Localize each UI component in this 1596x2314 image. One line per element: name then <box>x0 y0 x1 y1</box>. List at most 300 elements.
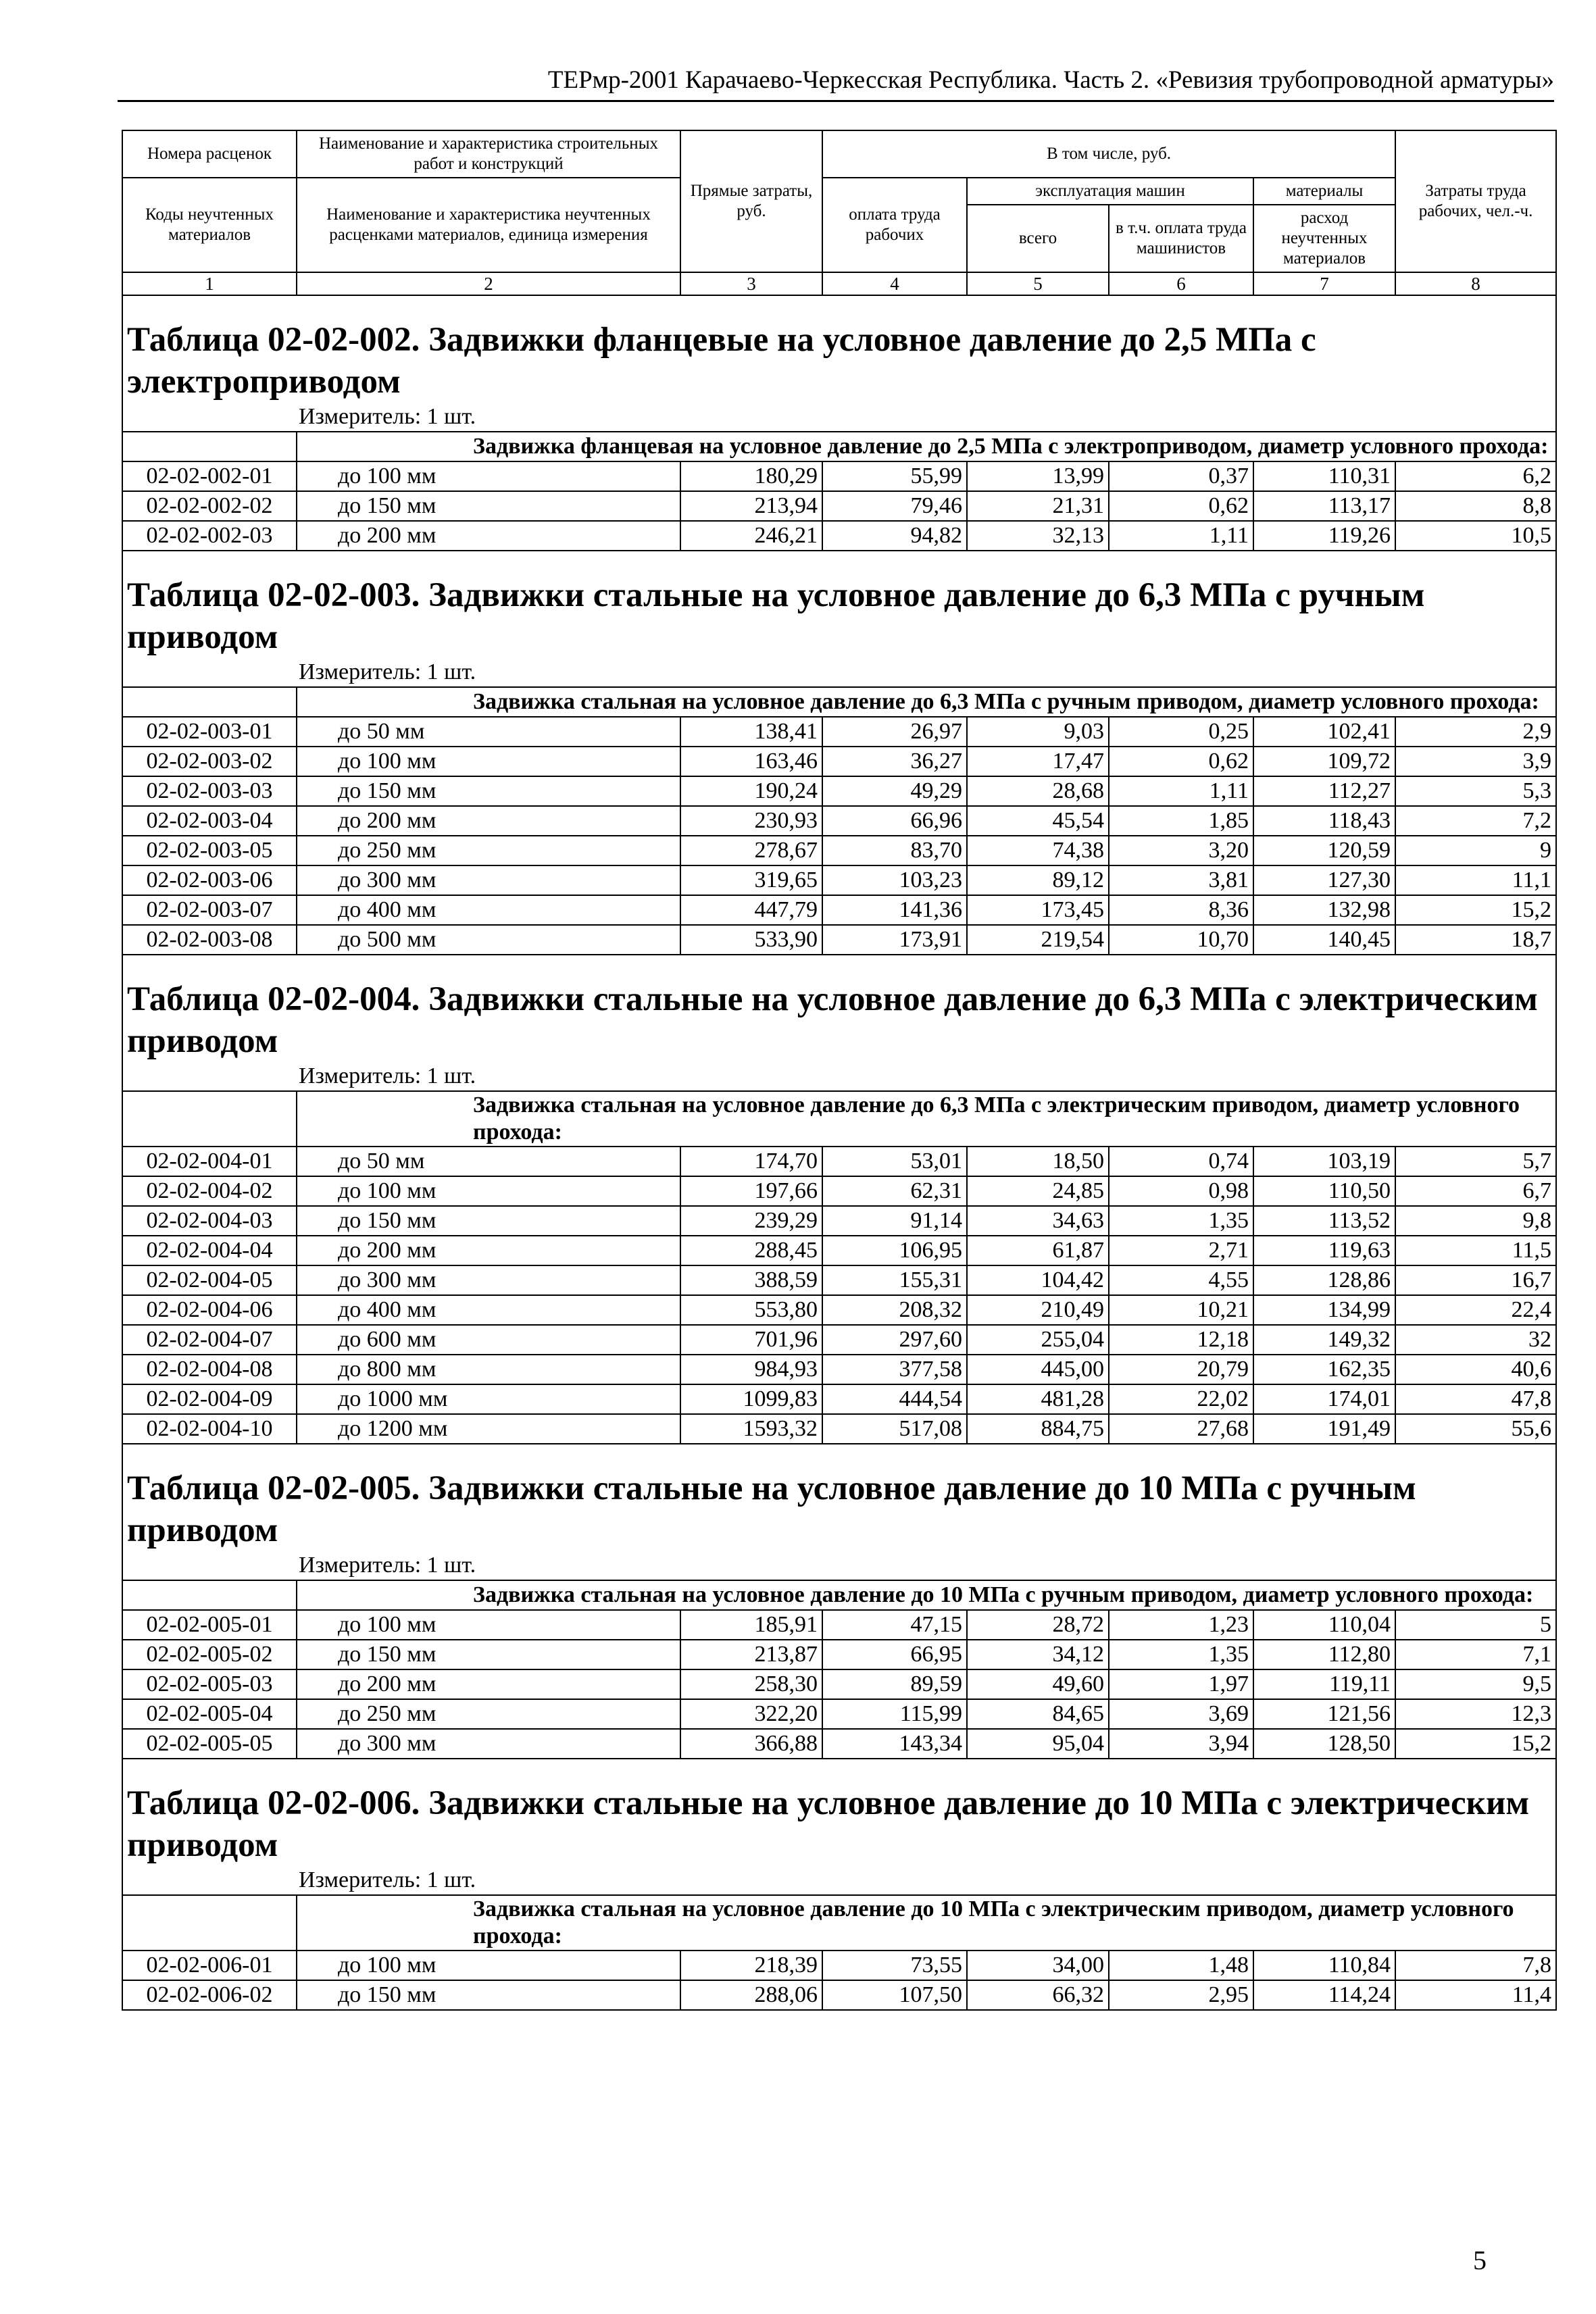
work-name: до 100 мм <box>297 1176 680 1206</box>
labor-hours: 5,3 <box>1395 776 1556 806</box>
rate-code: 02-02-005-02 <box>122 1640 297 1669</box>
operator-wages: 1,97 <box>1109 1669 1253 1699</box>
table-row <box>122 1980 1556 2010</box>
machines-total: 89,12 <box>967 865 1109 895</box>
labor-hours: 11,4 <box>1395 1980 1556 2010</box>
work-name: до 250 мм <box>297 836 680 865</box>
section-title <box>122 1777 1556 1866</box>
table-row <box>122 1206 1556 1236</box>
rate-code: 02-02-004-03 <box>122 1206 297 1236</box>
labor-hours: 7,8 <box>1395 1951 1556 1980</box>
rate-code: 02-02-002-03 <box>122 521 297 551</box>
machines-total: 884,75 <box>967 1414 1109 1444</box>
operator-wages: 1,23 <box>1109 1610 1253 1640</box>
labor-hours: 22,4 <box>1395 1295 1556 1325</box>
section-title <box>122 973 1556 1062</box>
machines-total: 49,60 <box>967 1669 1109 1699</box>
direct-costs: 239,29 <box>680 1206 822 1236</box>
operator-wages: 1,35 <box>1109 1640 1253 1669</box>
section-title-row <box>122 569 1556 658</box>
operator-wages: 3,81 <box>1109 865 1253 895</box>
table-row <box>122 895 1556 925</box>
labor-hours: 16,7 <box>1395 1265 1556 1295</box>
operator-wages: 0,62 <box>1109 491 1253 521</box>
labor-hours: 5,7 <box>1395 1147 1556 1176</box>
machines-total: 32,13 <box>967 521 1109 551</box>
direct-costs: 322,20 <box>680 1699 822 1729</box>
operator-wages: 10,70 <box>1109 925 1253 955</box>
spacer-cell <box>122 1759 1556 1777</box>
table-row <box>122 836 1556 865</box>
work-name: до 150 мм <box>297 1640 680 1669</box>
table-row <box>122 1236 1556 1265</box>
machines-total: 17,47 <box>967 747 1109 776</box>
table-row <box>122 717 1556 747</box>
direct-costs: 533,90 <box>680 925 822 955</box>
section-caption: Задвижка стальная на условное давление до 6,3 МПа с ручным приводом, диаметр условного прохода: <box>297 687 1556 717</box>
worker-wages: 55,99 <box>822 461 967 491</box>
table-row <box>122 1951 1556 1980</box>
spacer-cell <box>122 1444 1556 1462</box>
work-name: до 50 мм <box>297 717 680 747</box>
header-row-top <box>122 130 1556 178</box>
operator-wages: 4,55 <box>1109 1265 1253 1295</box>
machines-total: 219,54 <box>967 925 1109 955</box>
rate-code: 02-02-004-07 <box>122 1325 297 1355</box>
worker-wages: 83,70 <box>822 836 967 865</box>
labor-hours: 2,9 <box>1395 717 1556 747</box>
material-use: 113,17 <box>1253 491 1395 521</box>
rate-code: 02-02-003-01 <box>122 717 297 747</box>
labor-hours: 8,8 <box>1395 491 1556 521</box>
measure-row <box>122 658 1556 687</box>
caption-left <box>122 432 297 461</box>
rate-code: 02-02-003-07 <box>122 895 297 925</box>
col-header-rate-number: Номера расценок <box>122 130 297 178</box>
machines-total: 28,68 <box>967 776 1109 806</box>
direct-costs: 1593,32 <box>680 1414 822 1444</box>
work-name: до 100 мм <box>297 1951 680 1980</box>
machines-total: 34,12 <box>967 1640 1109 1669</box>
rate-code: 02-02-006-02 <box>122 1980 297 2010</box>
measure-unit: Измеритель: 1 шт. <box>122 403 1556 432</box>
labor-hours: 7,1 <box>1395 1640 1556 1669</box>
labor-hours: 11,5 <box>1395 1236 1556 1265</box>
col-header-worker-wages: оплата труда рабочих <box>822 178 967 272</box>
direct-costs: 447,79 <box>680 895 822 925</box>
section-caption: Задвижка фланцевая на условное давление до 2,5 МПа с электроприводом, диаметр условного прохода: <box>297 432 1556 461</box>
column-number: 3 <box>680 272 822 295</box>
material-use: 134,99 <box>1253 1295 1395 1325</box>
direct-costs: 1099,83 <box>680 1384 822 1414</box>
caption-left <box>122 1091 297 1147</box>
labor-hours: 32 <box>1395 1325 1556 1355</box>
direct-costs: 218,39 <box>680 1951 822 1980</box>
work-name: до 100 мм <box>297 1610 680 1640</box>
direct-costs: 984,93 <box>680 1355 822 1384</box>
operator-wages: 22,02 <box>1109 1384 1253 1414</box>
column-number: 2 <box>297 272 680 295</box>
operator-wages: 0,74 <box>1109 1147 1253 1176</box>
work-name: до 600 мм <box>297 1325 680 1355</box>
rate-code: 02-02-003-06 <box>122 865 297 895</box>
direct-costs: 190,24 <box>680 776 822 806</box>
operator-wages: 0,25 <box>1109 717 1253 747</box>
operator-wages: 10,21 <box>1109 1295 1253 1325</box>
measure-unit: Измеритель: 1 шт. <box>122 658 1556 687</box>
material-use: 112,80 <box>1253 1640 1395 1669</box>
rate-code: 02-02-004-09 <box>122 1384 297 1414</box>
operator-wages: 3,94 <box>1109 1729 1253 1759</box>
section-caption: Задвижка стальная на условное давление до 6,3 МПа с электрическим приводом, диаметр условного прохода: <box>297 1091 1556 1147</box>
caption-left <box>122 1580 297 1610</box>
table-row <box>122 1355 1556 1384</box>
rate-code: 02-02-003-05 <box>122 836 297 865</box>
worker-wages: 91,14 <box>822 1206 967 1236</box>
rate-code: 02-02-004-04 <box>122 1236 297 1265</box>
labor-hours: 18,7 <box>1395 925 1556 955</box>
direct-costs: 213,87 <box>680 1640 822 1669</box>
material-use: 103,19 <box>1253 1147 1395 1176</box>
labor-hours: 55,6 <box>1395 1414 1556 1444</box>
table-row <box>122 1640 1556 1669</box>
material-use: 174,01 <box>1253 1384 1395 1414</box>
labor-hours: 9,8 <box>1395 1206 1556 1236</box>
operator-wages: 3,69 <box>1109 1699 1253 1729</box>
direct-costs: 185,91 <box>680 1610 822 1640</box>
rate-code: 02-02-003-02 <box>122 747 297 776</box>
rate-code: 02-02-004-10 <box>122 1414 297 1444</box>
worker-wages: 89,59 <box>822 1669 967 1699</box>
material-use: 128,50 <box>1253 1729 1395 1759</box>
column-number-row <box>122 272 1556 295</box>
machines-total: 61,87 <box>967 1236 1109 1265</box>
material-use: 114,24 <box>1253 1980 1395 2010</box>
operator-wages: 8,36 <box>1109 895 1253 925</box>
work-name: до 150 мм <box>297 1980 680 2010</box>
worker-wages: 79,46 <box>822 491 967 521</box>
worker-wages: 73,55 <box>822 1951 967 1980</box>
operator-wages: 1,48 <box>1109 1951 1253 1980</box>
material-use: 112,27 <box>1253 776 1395 806</box>
table-row <box>122 776 1556 806</box>
worker-wages: 26,97 <box>822 717 967 747</box>
material-use: 113,52 <box>1253 1206 1395 1236</box>
col-header-operator-wages: в т.ч. оплата труда машинистов <box>1109 205 1253 272</box>
caption-row <box>122 1091 1556 1147</box>
worker-wages: 141,36 <box>822 895 967 925</box>
column-number: 4 <box>822 272 967 295</box>
section-spacer <box>122 1759 1556 1777</box>
section-title-row <box>122 973 1556 1062</box>
material-use: 149,32 <box>1253 1325 1395 1355</box>
material-use: 119,11 <box>1253 1669 1395 1699</box>
section-spacer <box>122 955 1556 973</box>
rate-code: 02-02-005-01 <box>122 1610 297 1640</box>
rate-code: 02-02-004-02 <box>122 1176 297 1206</box>
worker-wages: 106,95 <box>822 1236 967 1265</box>
direct-costs: 258,30 <box>680 1669 822 1699</box>
operator-wages: 1,35 <box>1109 1206 1253 1236</box>
section-title <box>122 1462 1556 1551</box>
labor-hours: 12,3 <box>1395 1699 1556 1729</box>
caption-row <box>122 1895 1556 1951</box>
material-use: 162,35 <box>1253 1355 1395 1384</box>
section-title-row <box>122 1777 1556 1866</box>
worker-wages: 103,23 <box>822 865 967 895</box>
operator-wages: 1,85 <box>1109 806 1253 836</box>
table-row <box>122 747 1556 776</box>
material-use: 119,63 <box>1253 1236 1395 1265</box>
worker-wages: 143,34 <box>822 1729 967 1759</box>
material-use: 102,41 <box>1253 717 1395 747</box>
table-row <box>122 1325 1556 1355</box>
labor-hours: 5 <box>1395 1610 1556 1640</box>
worker-wages: 62,31 <box>822 1176 967 1206</box>
work-name: до 100 мм <box>297 747 680 776</box>
direct-costs: 230,93 <box>680 806 822 836</box>
machines-total: 84,65 <box>967 1699 1109 1729</box>
running-header <box>118 65 1554 102</box>
work-name: до 300 мм <box>297 1265 680 1295</box>
material-use: 132,98 <box>1253 895 1395 925</box>
col-header-machines-total: всего <box>967 205 1109 272</box>
measure-row <box>122 403 1556 432</box>
material-use: 120,59 <box>1253 836 1395 865</box>
direct-costs: 213,94 <box>680 491 822 521</box>
material-use: 140,45 <box>1253 925 1395 955</box>
table-row <box>122 1729 1556 1759</box>
operator-wages: 0,98 <box>1109 1176 1253 1206</box>
worker-wages: 66,95 <box>822 1640 967 1669</box>
labor-hours: 15,2 <box>1395 895 1556 925</box>
table-row <box>122 491 1556 521</box>
caption-left <box>122 687 297 717</box>
work-name: до 1200 мм <box>297 1414 680 1444</box>
material-use: 119,26 <box>1253 521 1395 551</box>
section-spacer <box>122 551 1556 569</box>
work-name: до 300 мм <box>297 865 680 895</box>
direct-costs: 163,46 <box>680 747 822 776</box>
machines-total: 28,72 <box>967 1610 1109 1640</box>
labor-hours: 15,2 <box>1395 1729 1556 1759</box>
work-name: до 150 мм <box>297 1206 680 1236</box>
measure-row <box>122 1866 1556 1895</box>
direct-costs: 701,96 <box>680 1325 822 1355</box>
operator-wages: 12,18 <box>1109 1325 1253 1355</box>
worker-wages: 115,99 <box>822 1699 967 1729</box>
labor-hours: 7,2 <box>1395 806 1556 836</box>
worker-wages: 517,08 <box>822 1414 967 1444</box>
work-name: до 200 мм <box>297 806 680 836</box>
measure-unit: Измеритель: 1 шт. <box>122 1062 1556 1091</box>
measure-row <box>122 1062 1556 1091</box>
operator-wages: 0,62 <box>1109 747 1253 776</box>
rate-code: 02-02-006-01 <box>122 1951 297 1980</box>
operator-wages: 0,37 <box>1109 461 1253 491</box>
section-spacer <box>122 1444 1556 1462</box>
work-name: до 800 мм <box>297 1355 680 1384</box>
work-name: до 200 мм <box>297 1236 680 1265</box>
worker-wages: 36,27 <box>822 747 967 776</box>
col-header-labor: Затраты труда рабочих, чел.-ч. <box>1395 130 1556 272</box>
operator-wages: 3,20 <box>1109 836 1253 865</box>
table-row <box>122 1699 1556 1729</box>
worker-wages: 47,15 <box>822 1610 967 1640</box>
machines-total: 45,54 <box>967 806 1109 836</box>
col-header-machines: эксплуатация машин <box>967 178 1253 205</box>
material-use: 118,43 <box>1253 806 1395 836</box>
rate-code: 02-02-005-04 <box>122 1699 297 1729</box>
rate-code: 02-02-002-02 <box>122 491 297 521</box>
material-use: 191,49 <box>1253 1414 1395 1444</box>
material-use: 127,30 <box>1253 865 1395 895</box>
labor-hours: 9 <box>1395 836 1556 865</box>
work-name: до 50 мм <box>297 1147 680 1176</box>
machines-total: 66,32 <box>967 1980 1109 2010</box>
table-row <box>122 1414 1556 1444</box>
rate-code: 02-02-002-01 <box>122 461 297 491</box>
table-row <box>122 521 1556 551</box>
machines-total: 481,28 <box>967 1384 1109 1414</box>
work-name: до 500 мм <box>297 925 680 955</box>
table-row <box>122 865 1556 895</box>
header-row-middle <box>122 178 1556 205</box>
labor-hours: 9,5 <box>1395 1669 1556 1699</box>
machines-total: 104,42 <box>967 1265 1109 1295</box>
machines-total: 9,03 <box>967 717 1109 747</box>
material-use: 110,50 <box>1253 1176 1395 1206</box>
machines-total: 24,85 <box>967 1176 1109 1206</box>
caption-left <box>122 1895 297 1951</box>
caption-row <box>122 432 1556 461</box>
material-use: 109,72 <box>1253 747 1395 776</box>
table-row <box>122 1384 1556 1414</box>
labor-hours: 10,5 <box>1395 521 1556 551</box>
direct-costs: 197,66 <box>680 1176 822 1206</box>
table-title: Таблица 02-02-004. Задвижки стальные на условное давление до 6,3 МПа с электрическим приводом <box>127 980 1538 1060</box>
direct-costs: 246,21 <box>680 521 822 551</box>
measure-row <box>122 1551 1556 1580</box>
machines-total: 173,45 <box>967 895 1109 925</box>
table-row <box>122 1669 1556 1699</box>
rate-code: 02-02-004-01 <box>122 1147 297 1176</box>
rate-code: 02-02-005-03 <box>122 1669 297 1699</box>
caption-row <box>122 1580 1556 1610</box>
column-number: 1 <box>122 272 297 295</box>
work-name: до 300 мм <box>297 1729 680 1759</box>
rates-table <box>122 130 1557 2011</box>
machines-total: 210,49 <box>967 1295 1109 1325</box>
worker-wages: 49,29 <box>822 776 967 806</box>
rate-code: 02-02-004-06 <box>122 1295 297 1325</box>
direct-costs: 388,59 <box>680 1265 822 1295</box>
worker-wages: 377,58 <box>822 1355 967 1384</box>
spacer-cell <box>122 955 1556 973</box>
caption-row <box>122 687 1556 717</box>
section-title <box>122 569 1556 658</box>
direct-costs: 278,67 <box>680 836 822 865</box>
direct-costs: 288,06 <box>680 1980 822 2010</box>
col-header-including: В том числе, руб. <box>822 130 1395 178</box>
material-use: 110,84 <box>1253 1951 1395 1980</box>
machines-total: 255,04 <box>967 1325 1109 1355</box>
material-use: 110,31 <box>1253 461 1395 491</box>
operator-wages: 2,95 <box>1109 1980 1253 2010</box>
rate-code: 02-02-005-05 <box>122 1729 297 1759</box>
worker-wages: 94,82 <box>822 521 967 551</box>
worker-wages: 173,91 <box>822 925 967 955</box>
direct-costs: 553,80 <box>680 1295 822 1325</box>
machines-total: 13,99 <box>967 461 1109 491</box>
worker-wages: 107,50 <box>822 1980 967 2010</box>
rate-code: 02-02-003-08 <box>122 925 297 955</box>
table-row <box>122 1265 1556 1295</box>
direct-costs: 138,41 <box>680 717 822 747</box>
table-row <box>122 1295 1556 1325</box>
rate-code: 02-02-004-08 <box>122 1355 297 1384</box>
operator-wages: 2,71 <box>1109 1236 1253 1265</box>
machines-total: 34,00 <box>967 1951 1109 1980</box>
spacer-cell <box>122 551 1556 569</box>
col-header-work-name: Наименование и характеристика строительных работ и конструкций <box>297 130 680 178</box>
machines-total: 18,50 <box>967 1147 1109 1176</box>
section-caption: Задвижка стальная на условное давление до 10 МПа с ручным приводом, диаметр условного прохода: <box>297 1580 1556 1610</box>
spacer-cell <box>122 295 1556 313</box>
work-name: до 1000 мм <box>297 1384 680 1414</box>
measure-unit: Измеритель: 1 шт. <box>122 1551 1556 1580</box>
work-name: до 400 мм <box>297 895 680 925</box>
labor-hours: 3,9 <box>1395 747 1556 776</box>
direct-costs: 288,45 <box>680 1236 822 1265</box>
column-number: 5 <box>967 272 1109 295</box>
machines-total: 21,31 <box>967 491 1109 521</box>
work-name: до 400 мм <box>297 1295 680 1325</box>
material-use: 110,04 <box>1253 1610 1395 1640</box>
labor-hours: 11,1 <box>1395 865 1556 895</box>
section-title <box>122 313 1556 403</box>
work-name: до 250 мм <box>297 1699 680 1729</box>
operator-wages: 1,11 <box>1109 521 1253 551</box>
operator-wages: 1,11 <box>1109 776 1253 806</box>
worker-wages: 155,31 <box>822 1265 967 1295</box>
work-name: до 200 мм <box>297 1669 680 1699</box>
section-title-row <box>122 313 1556 403</box>
worker-wages: 66,96 <box>822 806 967 836</box>
column-number: 7 <box>1253 272 1395 295</box>
operator-wages: 27,68 <box>1109 1414 1253 1444</box>
labor-hours: 6,7 <box>1395 1176 1556 1206</box>
material-use: 121,56 <box>1253 1699 1395 1729</box>
table-row <box>122 1147 1556 1176</box>
column-number: 6 <box>1109 272 1253 295</box>
col-header-materials: материалы <box>1253 178 1395 205</box>
col-header-material-use: расход неучтенных материалов <box>1253 205 1395 272</box>
direct-costs: 319,65 <box>680 865 822 895</box>
table-row <box>122 1176 1556 1206</box>
labor-hours: 40,6 <box>1395 1355 1556 1384</box>
table-title: Таблица 02-02-006. Задвижки стальные на условное давление до 10 МПа с электрическим приводом <box>127 1784 1530 1864</box>
table-row <box>122 461 1556 491</box>
col-header-direct-costs: Прямые затраты, руб. <box>680 130 822 272</box>
work-name: до 150 мм <box>297 776 680 806</box>
material-use: 128,86 <box>1253 1265 1395 1295</box>
work-name: до 200 мм <box>297 521 680 551</box>
table-row <box>122 925 1556 955</box>
worker-wages: 53,01 <box>822 1147 967 1176</box>
machines-total: 74,38 <box>967 836 1109 865</box>
work-name: до 100 мм <box>297 461 680 491</box>
